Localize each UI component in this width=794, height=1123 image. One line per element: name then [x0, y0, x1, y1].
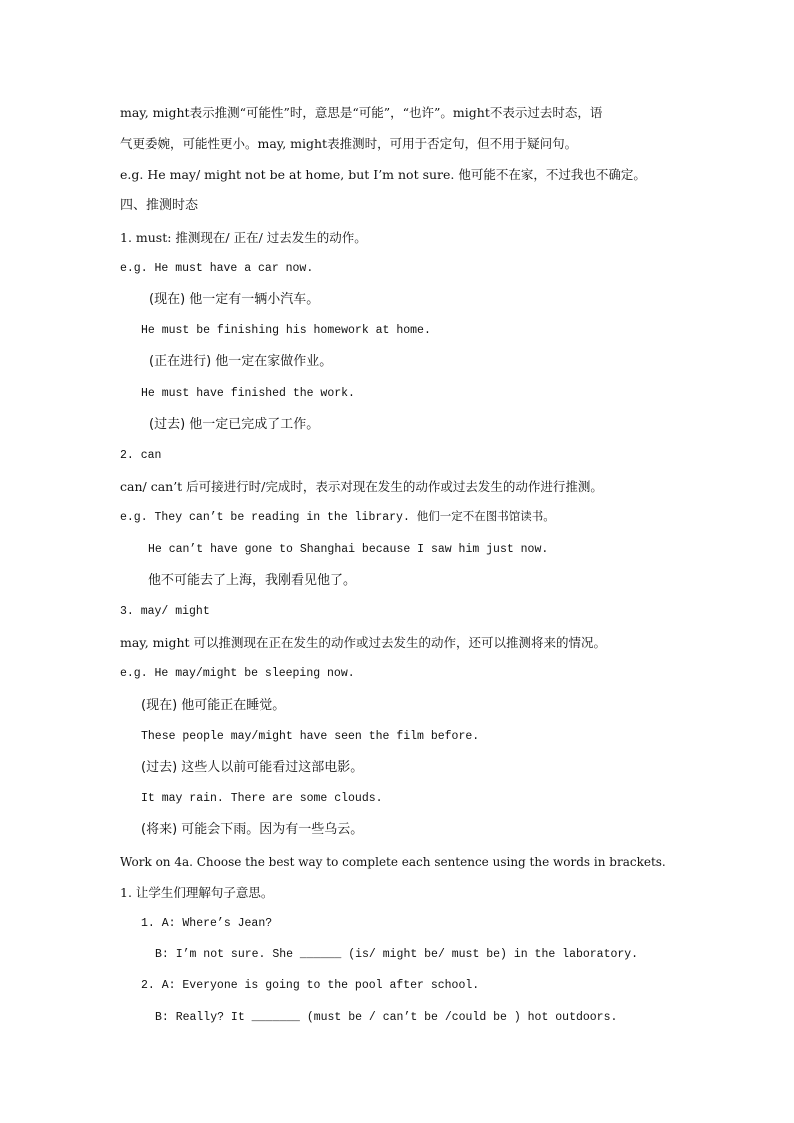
example-line: He can’t have gone to Shanghai because I saw him just now. — [148, 543, 549, 556]
section-heading: 四、推测时态 — [120, 198, 199, 213]
translation-line: 他不可能去了上海，我刚看见他了。 — [148, 573, 357, 588]
translation-line: (正在进行) 他一定在家做作业。 — [149, 354, 333, 369]
translation-line: (过去) 这些人以前可能看过这部电影。 — [141, 760, 364, 775]
exercise-answer-line: B: I’m not sure. She ______ (is/ might be/ must be) in the laboratory. — [155, 948, 639, 961]
translation-line: (现在) 他一定有一辆小汽车。 — [149, 292, 320, 307]
subheading: 1. must: 推测现在/ 正在/ 过去发生的动作。 — [120, 230, 367, 245]
task-step: 1. 让学生们理解句子意思。 — [120, 885, 274, 900]
paragraph-line: may, might 可以推测现在正在发生的动作或过去发生的动作，还可以推测将来的情况。 — [120, 635, 607, 650]
example-line: He must be finishing his homework at home. — [141, 324, 431, 337]
exercise-question: 1. A: Where’s Jean? — [141, 917, 273, 930]
example-line: It may rain. There are some clouds. — [141, 792, 383, 805]
translation-line: (现在) 他可能正在睡觉。 — [141, 698, 286, 713]
paragraph-line: 气更委婉，可能性更小。may, might表推测时，可用于否定句，但不用于疑问句。 — [120, 136, 578, 151]
example-line: He must have finished the work. — [141, 387, 355, 400]
paragraph-line: can/ can’t 后可接进行时/完成时，表示对现在发生的动作或过去发生的动作进行推测。 — [120, 479, 603, 494]
example-line: e.g. They can’t be reading in the library. 他们一定不在图书馆读书。 — [120, 511, 555, 524]
example-line: e.g. He must have a car now. — [120, 262, 314, 275]
translation-line: (过去) 他一定已完成了工作。 — [149, 417, 320, 432]
subheading: 3. may/ might — [120, 605, 210, 618]
paragraph-line: may, might表示推测“可能性”时，意思是“可能”，“也许”。might不表示过去时态，语 — [120, 105, 603, 120]
translation-line: (将来) 可能会下雨。因为有一些乌云。 — [141, 822, 364, 837]
example-line: e.g. He may/might be sleeping now. — [120, 667, 355, 680]
subheading: 2. can — [120, 449, 162, 462]
example-line: e.g. He may/ might not be at home, but I’m not sure. 他可能不在家，不过我也不确定。 — [120, 167, 646, 182]
exercise-question: 2. A: Everyone is going to the pool after school. — [141, 979, 480, 992]
task-instruction: Work on 4a. Choose the best way to complete each sentence using the words in brackets. — [120, 855, 666, 869]
example-line: These people may/might have seen the film before. — [141, 730, 480, 743]
exercise-answer-line: B: Really? It _______ (must be / can’t be /could be ) hot outdoors. — [155, 1011, 618, 1024]
